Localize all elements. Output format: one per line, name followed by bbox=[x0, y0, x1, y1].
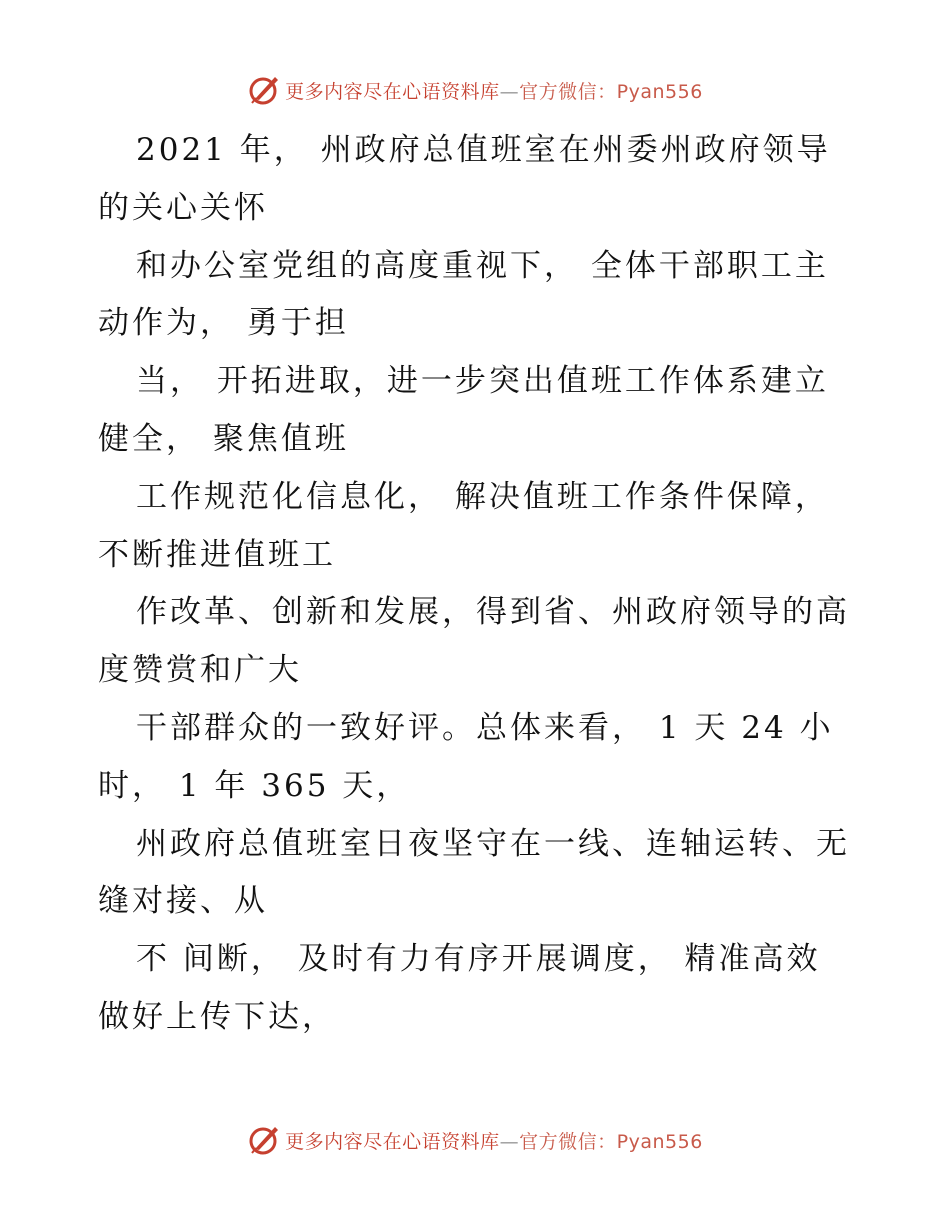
paragraph-continuation: 的关心关怀 bbox=[98, 189, 268, 226]
banner-contact-text: 官方微信：Pyan556 bbox=[519, 1130, 703, 1153]
feather-pen-logo-icon bbox=[247, 73, 281, 107]
document-body bbox=[98, 122, 858, 1047]
paragraph-continuation: 做好上传下达， bbox=[98, 998, 336, 1035]
paragraph-line: 州政府总值班室日夜坚守在一线、连轴运转、无 bbox=[136, 825, 850, 862]
footer-banner bbox=[285, 1127, 703, 1154]
paragraph-line: 作改革、创新和发展，得到省、州政府领导的高 bbox=[136, 594, 850, 631]
banner-dash: — bbox=[499, 1130, 520, 1153]
paragraph-line: 不 间断， 及时有力有序开展调度， 精准高效 bbox=[136, 941, 821, 978]
paragraph-line: 当， 开拓进取，进一步突出值班工作体系建立 bbox=[136, 363, 829, 400]
paragraph-continuation: 度赞赏和广大 bbox=[98, 652, 302, 689]
page-header bbox=[0, 70, 950, 110]
paragraph-line: 工作规范化信息化， 解决值班工作条件保障， bbox=[136, 478, 829, 515]
paragraph-line: 干部群众的一致好评。总体来看， 1 天 24 小 bbox=[136, 709, 834, 746]
paragraph-continuation: 健全， 聚焦值班 bbox=[98, 420, 349, 457]
paragraph-continuation: 动作为， 勇于担 bbox=[98, 305, 349, 342]
banner-site-text: 更多内容尽在心语资料库 bbox=[285, 80, 500, 103]
banner-contact-text: 官方微信：Pyan556 bbox=[519, 80, 703, 103]
paragraph-continuation: 缝对接、从 bbox=[98, 883, 268, 920]
paragraph-line: 和办公室党组的高度重视下， 全体干部职工主 bbox=[136, 247, 829, 284]
banner-dash: — bbox=[499, 80, 520, 103]
paragraph-continuation: 时， 1 年 365 天， bbox=[98, 767, 411, 804]
paragraph-line: 2021 年， 州政府总值班室在州委州政府领导 bbox=[136, 132, 831, 168]
page-footer bbox=[0, 1120, 950, 1160]
header-banner bbox=[285, 77, 703, 104]
feather-pen-logo-icon bbox=[247, 1123, 281, 1157]
paragraph-continuation: 不断推进值班工 bbox=[98, 536, 336, 573]
banner-site-text: 更多内容尽在心语资料库 bbox=[285, 1130, 500, 1153]
